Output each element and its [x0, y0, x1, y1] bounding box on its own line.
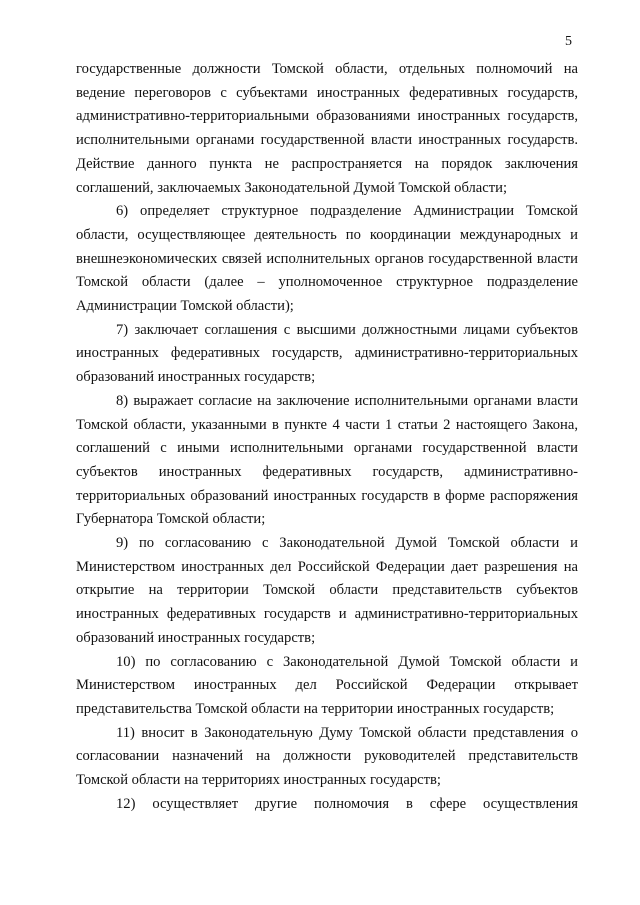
paragraph-item-10: 10) по согласованию с Законодательной Думой Томской области и Министерством иностранных дел Российской Федерации открывает представительства Томской области на территории иностранных государств; — [76, 653, 578, 717]
paragraph-continuation: государственные должности Томской области, отдельных полномочий на ведение переговоров с субъектами иностранных федеративных государств, административно-территориальными образованиями иностранных государств, исполнительными органами государственной власти иностранных государств. Действие данного пункта не распространяется на порядок заключения соглашений, заключаемых Законодательной Думой Томской области; — [76, 61, 578, 196]
paragraph-item-12: 12) осуществляет другие полномочия в сфере осуществления — [116, 795, 578, 812]
paragraph-item-6: 6) определяет структурное подразделение Администрации Томской области, осуществляющее деятельность по координации международных и внешнеэкономических связей исполнительных органов государственной власти Томской области (далее – уполномоченное структурное подразделение Администрации Томской области); — [76, 203, 578, 315]
paragraph-item-7: 7) заключает соглашения с высшими должностными лицами субъектов иностранных федеративных государств, административно-территориальных образований иностранных государств; — [76, 321, 578, 386]
paragraph-item-8: 8) выражает согласие на заключение исполнительными органами власти Томской области, указанными в пункте 4 части 1 статьи 2 настоящего Закона, соглашений с иными исполнительными органами государственной власти субъектов иностранных федеративных государств, административно-территориальных образований иностранных государств в форме распоряжения Губернатора Томской области; — [76, 392, 578, 528]
paragraph-item-11: 11) вносит в Законодательную Думу Томской области представления о согласовании назначений на должности руководителей представительств Томской области на территориях иностранных государств; — [76, 724, 578, 789]
paragraph-item-9: 9) по согласованию с Законодательной Думой Томской области и Министерством иностранных дел Российской Федерации дает разрешения на открытие на территории Томской области представительств субъектов иностранных федеративных государств и административно-территориальных образований иностранных государств; — [76, 535, 578, 646]
document-body — [76, 58, 578, 817]
page-number: 5 — [565, 34, 572, 49]
